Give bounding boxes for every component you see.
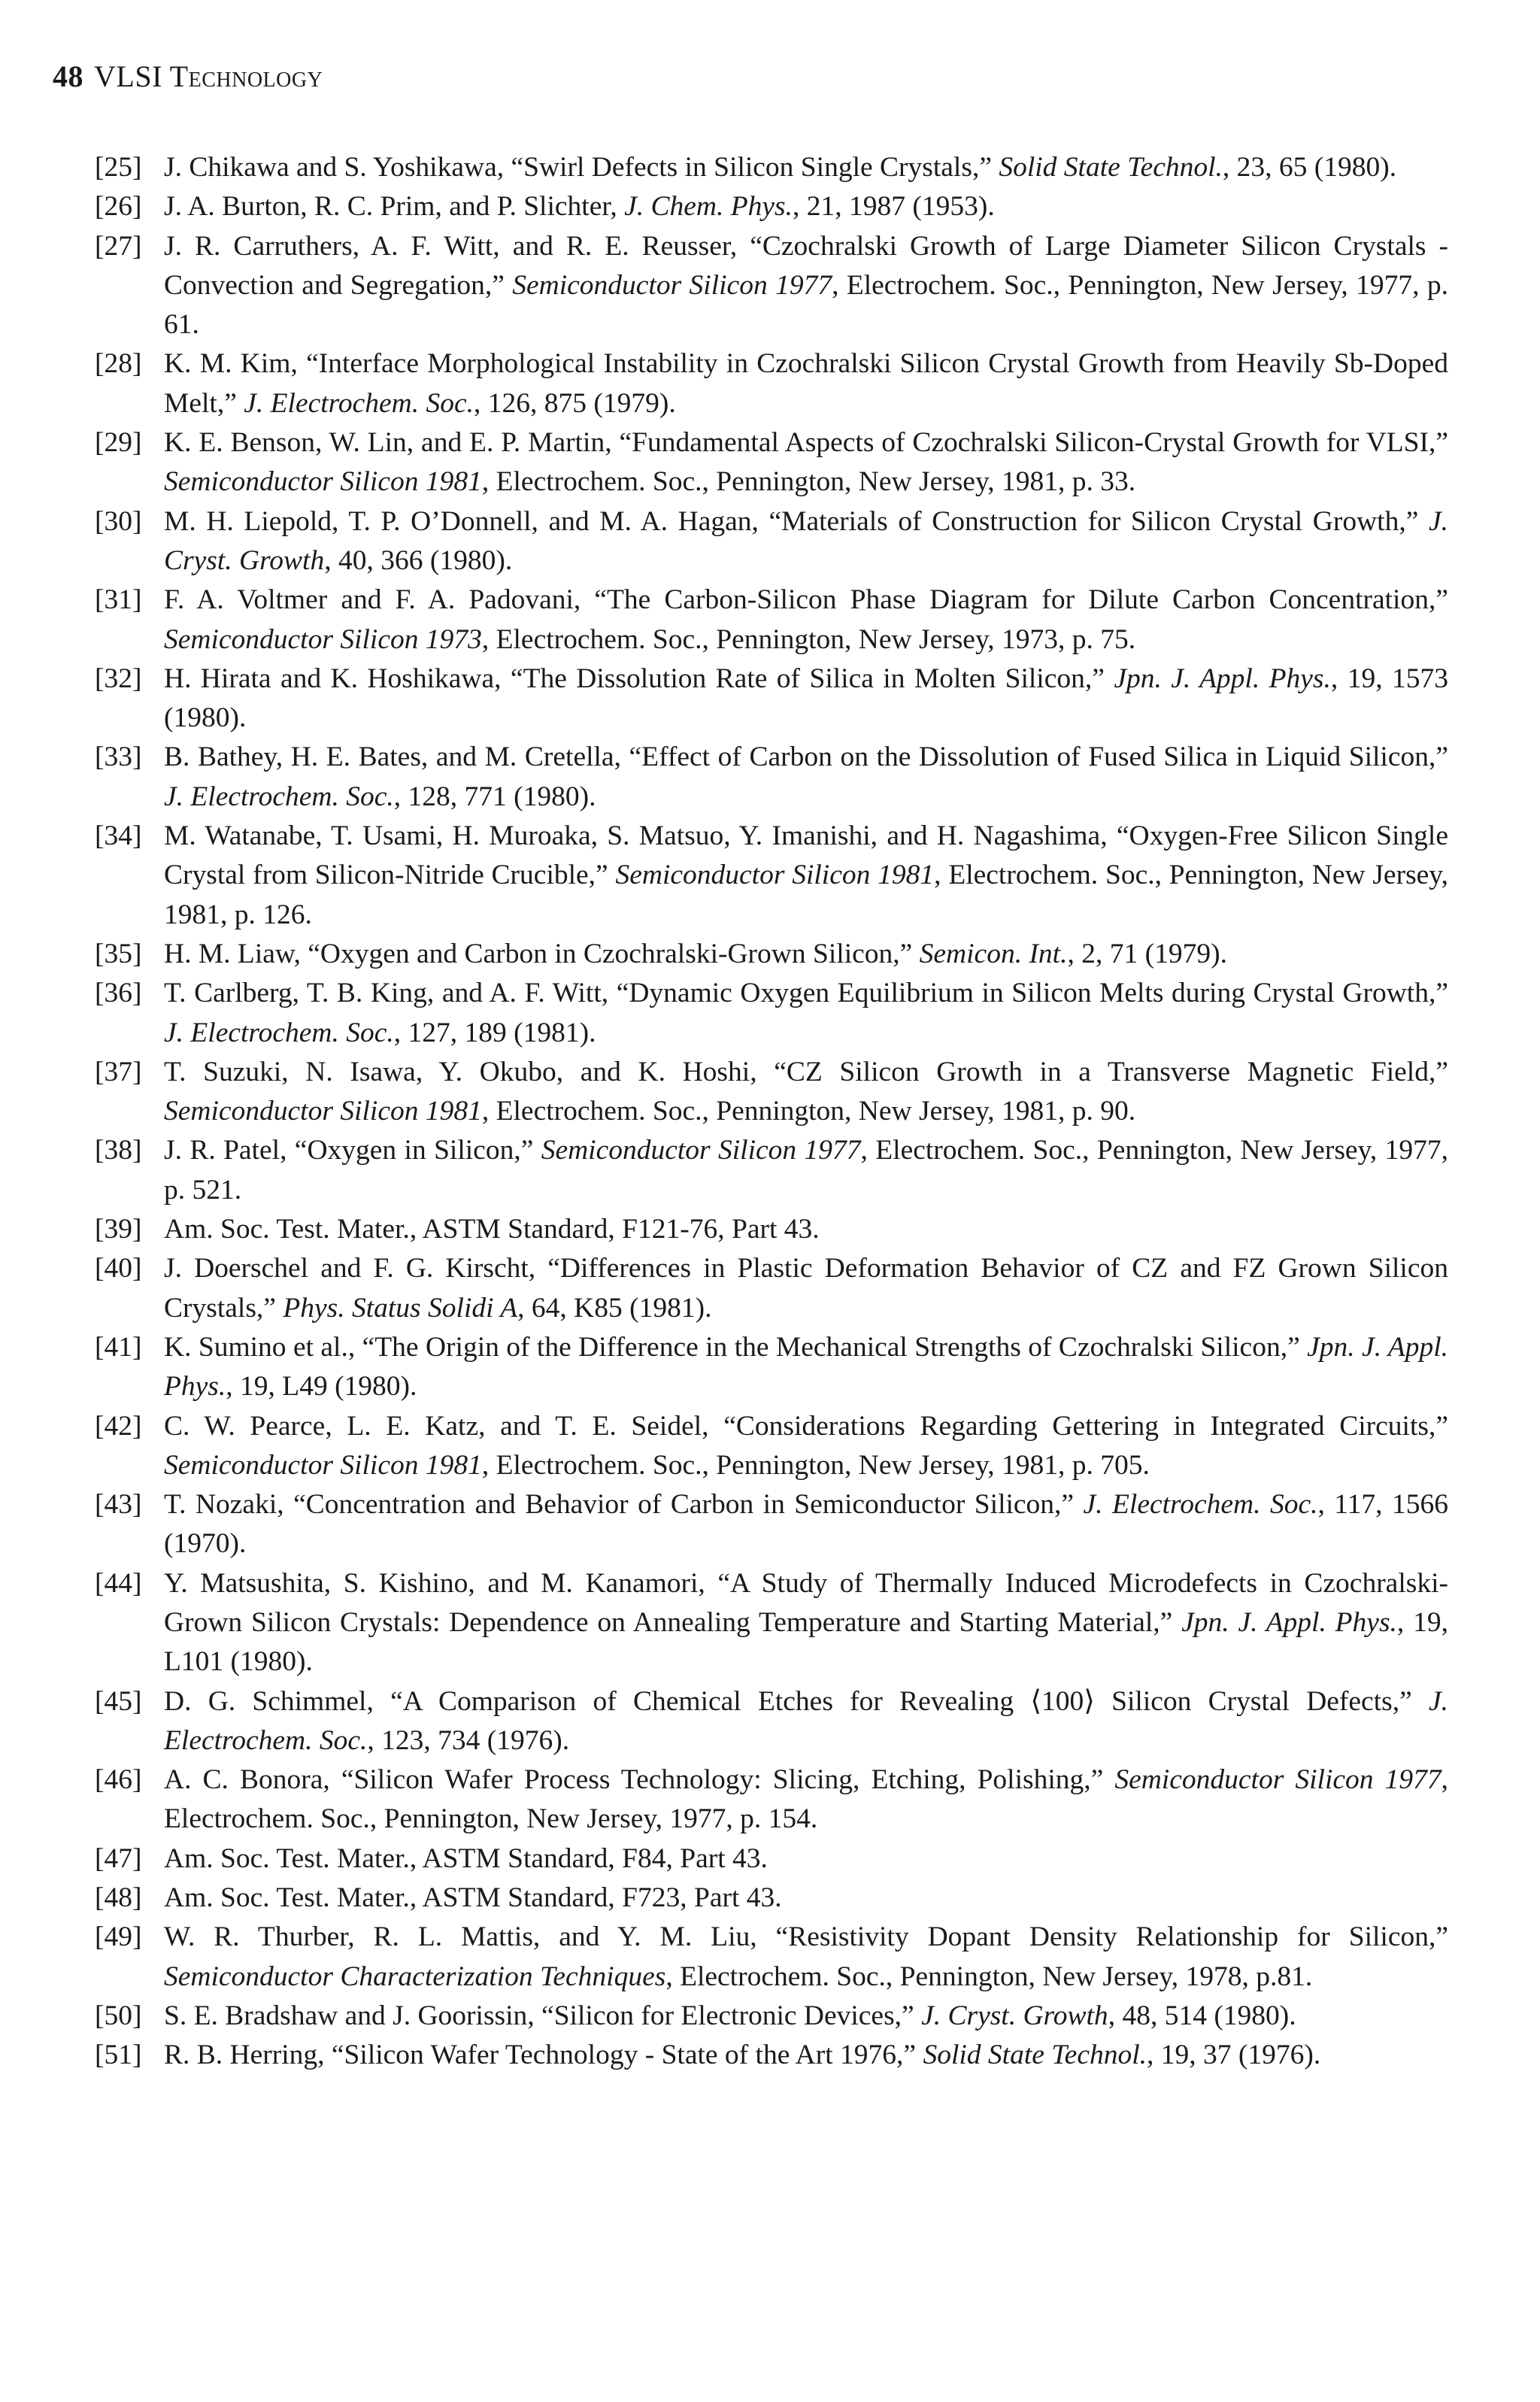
reference-entry — [95, 2036, 1448, 2075]
reference-number: [26] — [95, 191, 142, 223]
reference-text: M. H. Liepold, T. P. O’Donnell, and M. A. Hagan, “Materials of Construction for Silicon Crystal Growth,” — [164, 505, 1429, 537]
reference-details: , 2, 71 (1979). — [1067, 938, 1227, 969]
reference-entry — [95, 187, 1448, 226]
reference-entry — [95, 935, 1448, 974]
reference-source: J. Electrochem. Soc. — [164, 1017, 394, 1048]
reference-entry — [95, 1564, 1448, 1682]
reference-text: Am. Soc. Test. Mater., ASTM Standard, F121-76, Part 43. — [164, 1214, 820, 1245]
reference-entry — [95, 1879, 1448, 1918]
page-number: 48 — [53, 59, 83, 93]
reference-text: W. R. Thurber, R. L. Mattis, and Y. M. Liu, “Resistivity Dopant Density Relationship for Silicon,” — [164, 1921, 1448, 1953]
reference-source: J. Electrochem. Soc. — [244, 387, 474, 419]
reference-details: , 48, 514 (1980). — [1108, 2000, 1296, 2031]
reference-entry — [95, 148, 1448, 187]
reference-entry — [95, 1918, 1448, 1997]
reference-number: [39] — [95, 1214, 142, 1245]
reference-source: J. Cryst. Growth — [921, 2000, 1108, 2031]
reference-text: J. A. Burton, R. C. Prim, and P. Slichter, — [164, 191, 625, 223]
reference-number: [30] — [95, 505, 142, 537]
reference-entry — [95, 1997, 1448, 2036]
reference-number: [29] — [95, 427, 142, 459]
reference-details: , 128, 771 (1980). — [393, 781, 596, 812]
reference-entry — [95, 660, 1448, 738]
reference-entry — [95, 1210, 1448, 1249]
reference-entry — [95, 1485, 1448, 1564]
reference-text: K. E. Benson, W. Lin, and E. P. Martin, “Fundamental Aspects of Czochralski Silicon-Crystal Growth for VLSI,” — [164, 427, 1448, 459]
reference-entry — [95, 1839, 1448, 1879]
reference-details: , Electrochem. Soc., Pennington, New Jersey, 1981, p. 126. — [164, 860, 1448, 930]
reference-number: [48] — [95, 1882, 142, 1914]
reference-details: , 19, 37 (1976). — [1147, 2040, 1321, 2071]
reference-source: J. Electrochem. Soc. — [164, 1685, 1448, 1756]
reference-text: R. B. Herring, “Silicon Wafer Technology - State of the Art 1976,” — [164, 2040, 923, 2071]
reference-text: B. Bathey, H. E. Bates, and M. Cretella, “Effect of Carbon on the Dissolution of Fused Silica in Liquid Silicon,” — [164, 742, 1448, 773]
reference-source: Semiconductor Silicon 1981 — [615, 860, 935, 891]
reference-entry — [95, 1682, 1448, 1761]
reference-number: [49] — [95, 1921, 142, 1953]
reference-source: Semiconductor Characterization Techniques — [164, 1961, 666, 1992]
reference-source: Semiconductor Silicon 1977 — [1114, 1764, 1441, 1796]
reference-number: [25] — [95, 152, 142, 183]
reference-source: J. Chem. Phys. — [624, 191, 793, 223]
reference-details: , 64, K85 (1981). — [517, 1292, 712, 1324]
reference-source: Semiconductor Silicon 1977 — [512, 269, 832, 301]
reference-text: J. Doerschel and F. G. Kirscht, “Differences in Plastic Deformation Behavior of CZ and FZ Grown Silicon Crystals,” — [164, 1253, 1448, 1324]
reference-source: J. Electrochem. Soc. — [1083, 1489, 1318, 1521]
reference-details: , Electrochem. Soc., Pennington, New Jersey, 1981, p. 33. — [481, 466, 1136, 498]
reference-text: Am. Soc. Test. Mater., ASTM Standard, F723, Part 43. — [164, 1882, 782, 1914]
reference-source: J. Cryst. Growth — [164, 505, 1448, 576]
reference-text: D. G. Schimmel, “A Comparison of Chemical Etches for Revealing ⟨100⟩ Silicon Crystal Defects,” — [164, 1685, 1429, 1717]
reference-details: , 21, 1987 (1953). — [793, 191, 995, 223]
reference-number: [37] — [95, 1056, 142, 1087]
reference-source: J. Electrochem. Soc. — [164, 781, 394, 812]
running-header — [53, 59, 323, 94]
reference-source: Semiconductor Silicon 1973 — [164, 623, 482, 655]
reference-details: , 40, 366 (1980). — [324, 544, 513, 576]
reference-entry — [95, 738, 1448, 817]
reference-details: , 19, L49 (1980). — [226, 1371, 417, 1403]
reference-entry — [95, 227, 1448, 345]
reference-details: , 117, 1566 (1970). — [164, 1489, 1448, 1560]
reference-number: [51] — [95, 2040, 142, 2071]
reference-entry — [95, 974, 1448, 1053]
reference-number: [32] — [95, 663, 142, 694]
reference-details: , Electrochem. Soc., Pennington, New Jersey, 1977, p. 61. — [164, 269, 1448, 341]
reference-text: S. E. Bradshaw and J. Goorissin, “Silicon for Electronic Devices,” — [164, 2000, 922, 2031]
reference-details: , 123, 734 (1976). — [367, 1724, 570, 1756]
reference-text: H. M. Liaw, “Oxygen and Carbon in Czochralski-Grown Silicon,” — [164, 938, 920, 969]
reference-entry — [95, 423, 1448, 502]
reference-details: , Electrochem. Soc., Pennington, New Jersey, 1978, p.81. — [665, 1961, 1313, 1992]
reference-number: [46] — [95, 1764, 142, 1796]
reference-entry — [95, 581, 1448, 660]
reference-text: Am. Soc. Test. Mater., ASTM Standard, F84, Part 43. — [164, 1842, 768, 1874]
reference-details: , Electrochem. Soc., Pennington, New Jersey, 1973, p. 75. — [481, 623, 1136, 655]
reference-text: T. Suzuki, N. Isawa, Y. Okubo, and K. Hoshi, “CZ Silicon Growth in a Transverse Magnetic Field,” — [164, 1056, 1448, 1087]
reference-text: J. R. Patel, “Oxygen in Silicon,” — [164, 1135, 541, 1166]
reference-details: , Electrochem. Soc., Pennington, New Jersey, 1981, p. 90. — [481, 1096, 1136, 1127]
reference-details: , 127, 189 (1981). — [393, 1017, 596, 1048]
reference-source: Jpn. J. Appl. Phys. — [164, 1331, 1448, 1403]
reference-entry — [95, 502, 1448, 581]
reference-number: [28] — [95, 348, 142, 380]
reference-number: [47] — [95, 1842, 142, 1874]
reference-details: , 23, 65 (1980). — [1222, 152, 1397, 183]
reference-entry — [95, 1407, 1448, 1486]
reference-entry — [95, 1131, 1448, 1210]
reference-number: [35] — [95, 938, 142, 969]
reference-details: , 19, L101 (1980). — [164, 1606, 1448, 1678]
reference-text: C. W. Pearce, L. E. Katz, and T. E. Seidel, “Considerations Regarding Gettering in Integrated Circuits,” — [164, 1410, 1448, 1442]
reference-text: J. R. Carruthers, A. F. Witt, and R. E. Reusser, “Czochralski Growth of Large Diameter Silicon Crystals - Convection and Segregation,” — [164, 230, 1448, 301]
reference-source: Jpn. J. Appl. Phys. — [1181, 1606, 1397, 1638]
reference-entry — [95, 1249, 1448, 1328]
reference-details: , Electrochem. Soc., Pennington, New Jersey, 1981, p. 705. — [481, 1449, 1150, 1481]
reference-source: Semiconductor Silicon 1981 — [164, 466, 482, 498]
reference-number: [31] — [95, 584, 142, 616]
reference-source: Solid State Technol. — [999, 152, 1223, 183]
reference-number: [27] — [95, 230, 142, 262]
reference-number: [34] — [95, 820, 142, 852]
reference-list — [95, 148, 1448, 2076]
reference-details: , 126, 875 (1979). — [474, 387, 676, 419]
reference-entry — [95, 344, 1448, 423]
reference-text: T. Nozaki, “Concentration and Behavior of Carbon in Semiconductor Silicon,” — [164, 1489, 1084, 1521]
reference-source: Solid State Technol. — [923, 2040, 1147, 2071]
reference-number: [38] — [95, 1135, 142, 1166]
reference-source: Jpn. J. Appl. Phys. — [1114, 663, 1331, 694]
running-title: VLSI Technology — [94, 59, 323, 93]
reference-details: , 19, 1573 (1980). — [164, 663, 1448, 734]
reference-source: Phys. Status Solidi A — [283, 1292, 518, 1324]
reference-entry — [95, 817, 1448, 935]
reference-text: H. Hirata and K. Hoshikawa, “The Dissolution Rate of Silica in Molten Silicon,” — [164, 663, 1114, 694]
reference-entry — [95, 1053, 1448, 1132]
reference-number: [45] — [95, 1685, 142, 1717]
reference-text: A. C. Bonora, “Silicon Wafer Process Technology: Slicing, Etching, Polishing,” — [164, 1764, 1115, 1796]
reference-text: T. Carlberg, T. B. King, and A. F. Witt, “Dynamic Oxygen Equilibrium in Silicon Melts during Crystal Growth,” — [164, 978, 1448, 1009]
reference-number: [50] — [95, 2000, 142, 2031]
reference-text: J. Chikawa and S. Yoshikawa, “Swirl Defects in Silicon Single Crystals,” — [164, 152, 999, 183]
reference-source: Semiconductor Silicon 1981 — [164, 1449, 482, 1481]
reference-number: [43] — [95, 1489, 142, 1521]
reference-number: [44] — [95, 1567, 142, 1599]
reference-details: , Electrochem. Soc., Pennington, New Jersey, 1977, p. 154. — [164, 1764, 1448, 1835]
reference-details: , Electrochem. Soc., Pennington, New Jersey, 1977, p. 521. — [164, 1135, 1448, 1206]
reference-entry — [95, 1328, 1448, 1407]
reference-source: Semiconductor Silicon 1981 — [164, 1096, 482, 1127]
reference-text: F. A. Voltmer and F. A. Padovani, “The Carbon-Silicon Phase Diagram for Dilute Carbon Concentration,” — [164, 584, 1448, 616]
reference-number: [36] — [95, 978, 142, 1009]
reference-number: [40] — [95, 1253, 142, 1284]
reference-source: Semiconductor Silicon 1977 — [541, 1135, 861, 1166]
reference-number: [41] — [95, 1331, 142, 1363]
reference-text: Y. Matsushita, S. Kishino, and M. Kanamori, “A Study of Thermally Induced Microdefects in Czochralski-Grown Silicon Crystals: Dependence on Annealing Temperature and Starting Material,” — [164, 1567, 1448, 1638]
reference-entry — [95, 1761, 1448, 1839]
reference-number: [33] — [95, 742, 142, 773]
reference-source: Semicon. Int. — [919, 938, 1068, 969]
reference-number: [42] — [95, 1410, 142, 1442]
reference-text: M. Watanabe, T. Usami, H. Muroaka, S. Matsuo, Y. Imanishi, and H. Nagashima, “Oxygen-Free Silicon Single Crystal from Silicon-Nitride Crucible,” — [164, 820, 1448, 891]
reference-text: K. Sumino et al., “The Origin of the Difference in the Mechanical Strengths of Czochralski Silicon,” — [164, 1331, 1308, 1363]
reference-text: K. M. Kim, “Interface Morphological Instability in Czochralski Silicon Crystal Growth from Heavily Sb-Doped Melt,” — [164, 348, 1448, 419]
